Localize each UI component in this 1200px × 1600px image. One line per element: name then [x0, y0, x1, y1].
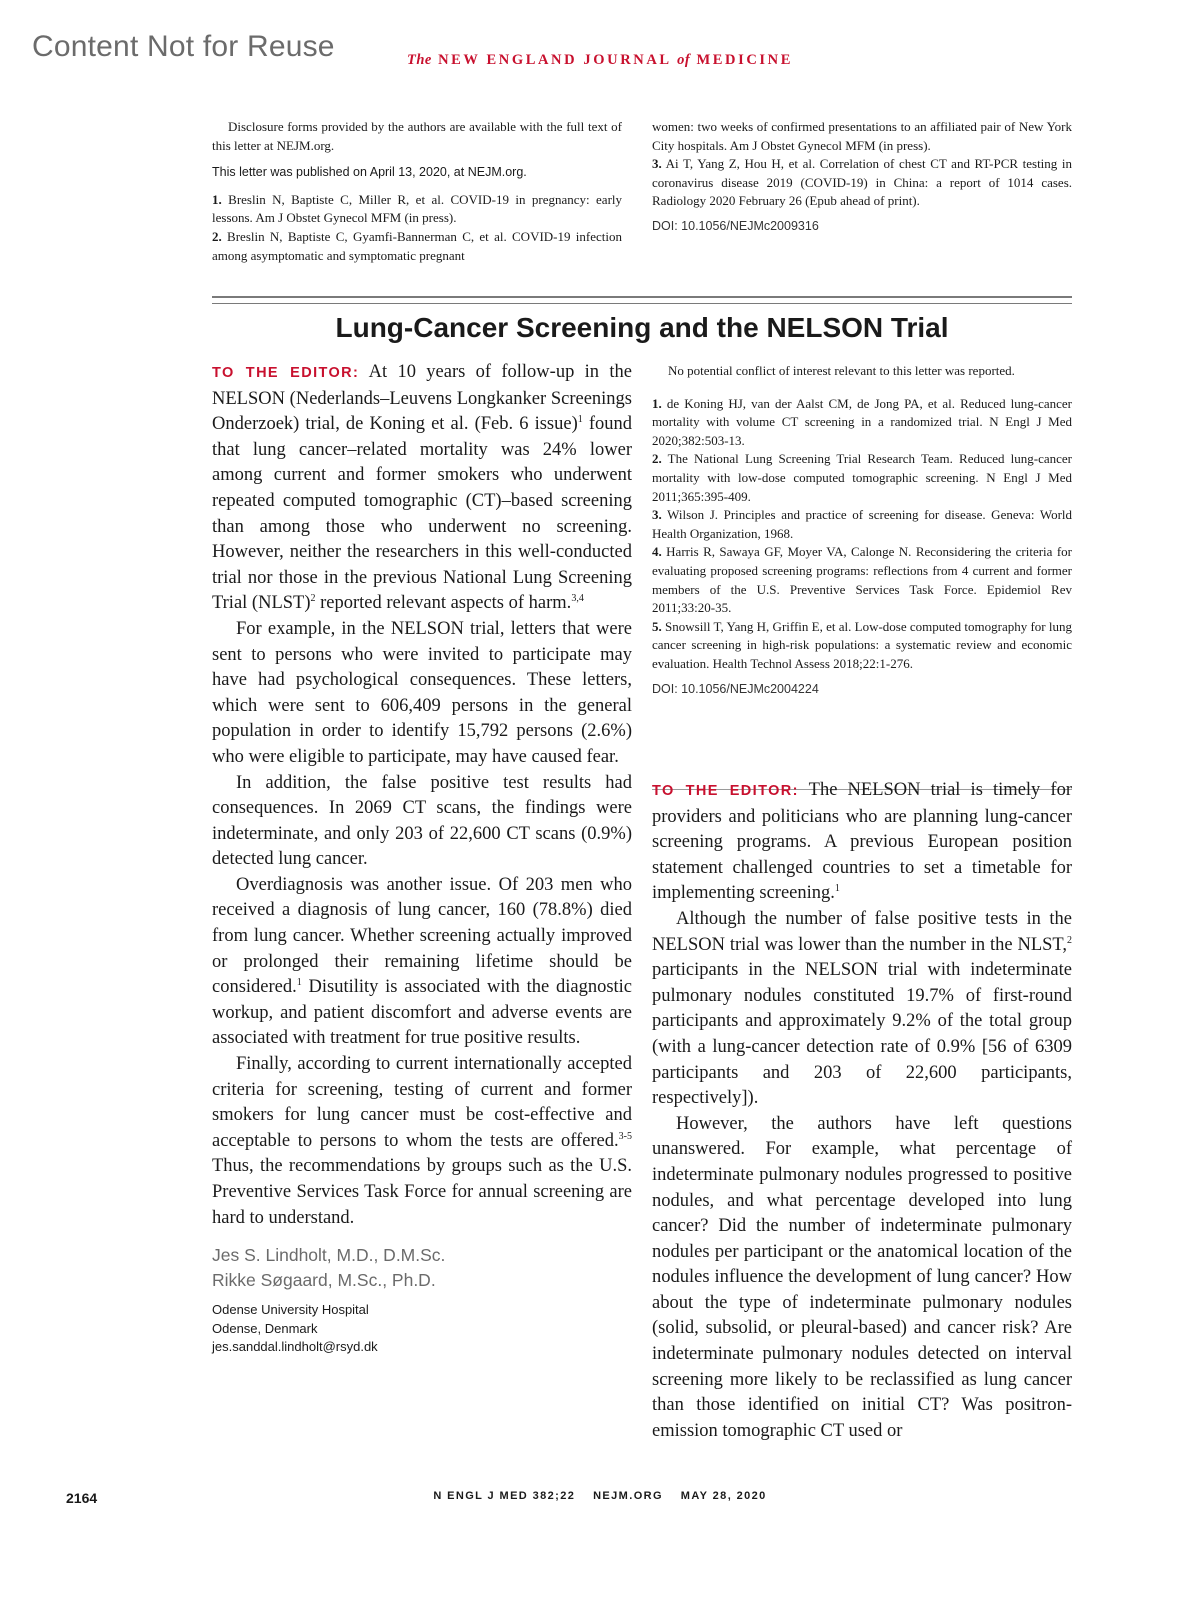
reference-item: 1. Breslin N, Baptiste C, Miller R, et al. COVID-19 in pregnancy: early lessons. Am J Obstet Gynecol MFM (in press). [212, 191, 623, 226]
watermark: Content Not for Reuse [32, 30, 335, 63]
letter1-references [652, 362, 1072, 698]
affiliation-location: Odense, Denmark [212, 1320, 318, 1336]
doi-previous: DOI: 10.1056/NEJMc2009316 [652, 218, 819, 233]
article-title: Lung-Cancer Screening and the NELSON Trial [335, 312, 949, 343]
letter1-paragraph: TO THE EDITOR: At 10 years of follow-up in the NELSON (Nederlands–Leuvens Longkanker Screenings Onderzoek) trial, de Koning et al. (Feb. 6 issue)$^1$ found that lung cancer–related mortality was 24% lower among current and former smokers who underwent repeated computed tomographic (CT)–based screening than among those who underwent no screening. However, neither the researchers in this well-conducted trial nor those in the previous National Lung Screening Trial (NLST)$^2$ reported relevant aspects of harm.$^{3,4}$ [212, 362, 633, 614]
journal-name-a: NEW ENGLAND JOURNAL [438, 52, 671, 68]
letter1-authors [212, 1243, 632, 1293]
letter1-body [212, 360, 632, 1357]
author-name: Rikke Søgaard, M.Sc., Ph.D. [212, 1270, 436, 1291]
journal-name-b: MEDICINE [696, 52, 793, 68]
letter2-paragraph: Although the number of false positive tests in the NELSON trial was lower than the number in the NLST,$^2$ participants in the NELSON trial with indeterminate pulmonary nodules constituted 19.7% of first-round participants and approximately 9.2% of the total group (with a lung-cancer detection rate of 0.9% [56 of 6309 participants and 203 of 22,600 participants, respectively]). [652, 908, 1072, 1109]
journal-header [0, 52, 1200, 69]
reference-item: 2. The National Lung Screening Trial Research Team. Reduced lung-cancer mortality with low-dose computed tomographic screening. N Engl J Med 2011;365:395-409. [652, 451, 1073, 504]
affiliation-institution: Odense University Hospital [212, 1302, 369, 1318]
reference-continued: women: two weeks of confirmed presentations to an affiliated pair of New York City hospitals. Am J Obstet Gynecol MFM (in press). [652, 119, 1072, 153]
reference-item: 3. Wilson J. Principles and practice of screening for disease. Geneva: World Health Organization, 1968. [652, 507, 1073, 541]
previous-references [212, 191, 622, 265]
page-number: 2164 [66, 1490, 98, 1506]
journal-of: of [677, 52, 691, 68]
author-email: jes.sanddal.lindholt@rsyd.dk [212, 1339, 378, 1355]
previous-letter-left [212, 118, 622, 265]
doi-letter1: DOI: 10.1056/NEJMc2004224 [652, 681, 819, 696]
letter1-paragraph: Overdiagnosis was another issue. Of 203 men who received a diagnosis of lung cancer, 160 (78.8%) died from lung cancer. Whether screening actually improved or prolonged their remaining lifetime should be considered.$^1$ Disutility is associated with the diagnostic workup, and patient discomfort and adverse events are associated with treatment for true positive results. [212, 874, 633, 1049]
to-the-editor-label: TO THE EDITOR: [212, 365, 360, 381]
journal-the: The [406, 52, 432, 68]
letter2-paragraph: TO THE EDITOR: The NELSON trial is timely for providers and politicians who are planning lung-cancer screening programs. A previous European position statement challenged countries to set a timetable for implementing screening.$^1$ [652, 780, 1072, 904]
running-footer: N ENGL J MED 382;22 NEJM.ORG MAY 28, 2020 [433, 1490, 767, 1502]
letter1-paragraph: In addition, the false positive test results had consequences. In 2069 CT scans, the findings were indeterminate, and only 203 of 22,600 CT scans (0.9%) detected lung cancer. [212, 772, 632, 870]
reference-item: 1. de Koning HJ, van der Aalst CM, de Jong PA, et al. Reduced lung-cancer mortality with volume CT screening in a randomized trial. N Engl J Med 2020;382:503-13. [652, 395, 1073, 448]
reference-item: 4. Harris R, Sawaya GF, Moyer VA, Calonge N. Reconsidering the criteria for evaluating proposed screening programs: reflections from 4 current and former members of the U.S. Preventive Services Task Force. Epidemiol Rev 2011;33:20-35. [652, 544, 1073, 616]
to-the-editor-label: TO THE EDITOR: [652, 783, 799, 799]
letter1-affiliation [212, 1301, 632, 1357]
letter2-paragraph: However, the authors have left questions unanswered. For example, what percentage of indeterminate pulmonary nodules progressed to positive nodules, and what percentage developed into lung cancer? Did the number of indeterminate pulmonary nodules per participant or the anatomical location of the nodules influence the development of lung cancer? How about the type of indeterminate pulmonary nodules (solid, subsolid, or pleural-based) and cancer risk? Are indeterminate pulmonary nodules detected on interval screening more likely to be reclassified as lung cancer than those identified on initial CT? Was positron-emission tomographic CT used or [652, 1113, 1072, 1441]
letter1-paragraph: Finally, according to current internationally accepted criteria for screening, testing of current and former smokers for lung cancer must be cost-effective and acceptable to persons to whom the tests are offered.$^{3-5}$ Thus, the recommendations by groups such as the U.S. Preventive Services Task Force for annual screening are hard to understand. [212, 1054, 632, 1228]
previous-letter-right [652, 118, 1072, 236]
letter2-body [652, 778, 1072, 1444]
reference-item: 3. Ai T, Yang Z, Hou H, et al. Correlation of chest CT and RT-PCR testing in coronavirus disease 2019 (COVID-19) in China: a report of 1014 cases. Radiology 2020 February 26 (Epub ahead of print). [652, 156, 1072, 209]
reference-item: 2. Breslin N, Baptiste C, Gyamfi-Bannerman C, et al. COVID-19 infection among asymptomatic and symptomatic pregnant [212, 228, 623, 263]
reference-list [652, 395, 1072, 674]
disclosure-text: Disclosure forms provided by the authors are available with the full text of this letter at NEJM.org. [212, 119, 622, 153]
reference-item: 5. Snowsill T, Yang H, Griffin E, et al. Low-dose computed tomography for lung cancer screening in high-risk populations: a systematic review and economic evaluation. Health Technol Assess 2018;22:1-276. [652, 618, 1073, 671]
author-name: Jes S. Lindholt, M.D., D.M.Sc. [212, 1245, 446, 1266]
letter1-paragraph: For example, in the NELSON trial, letters that were sent to persons who were invited to participate may have had psychological consequences. These letters, which were sent to 606,409 persons in the general population in order to identify 15,792 persons (2.6%) who were eligible to participate, may have caused fear. [212, 618, 632, 767]
conflict-statement: No potential conflict of interest relevant to this letter was reported. [668, 363, 1015, 378]
section-divider [212, 296, 1072, 304]
published-note: This letter was published on April 13, 2020, at NEJM.org. [212, 165, 527, 180]
